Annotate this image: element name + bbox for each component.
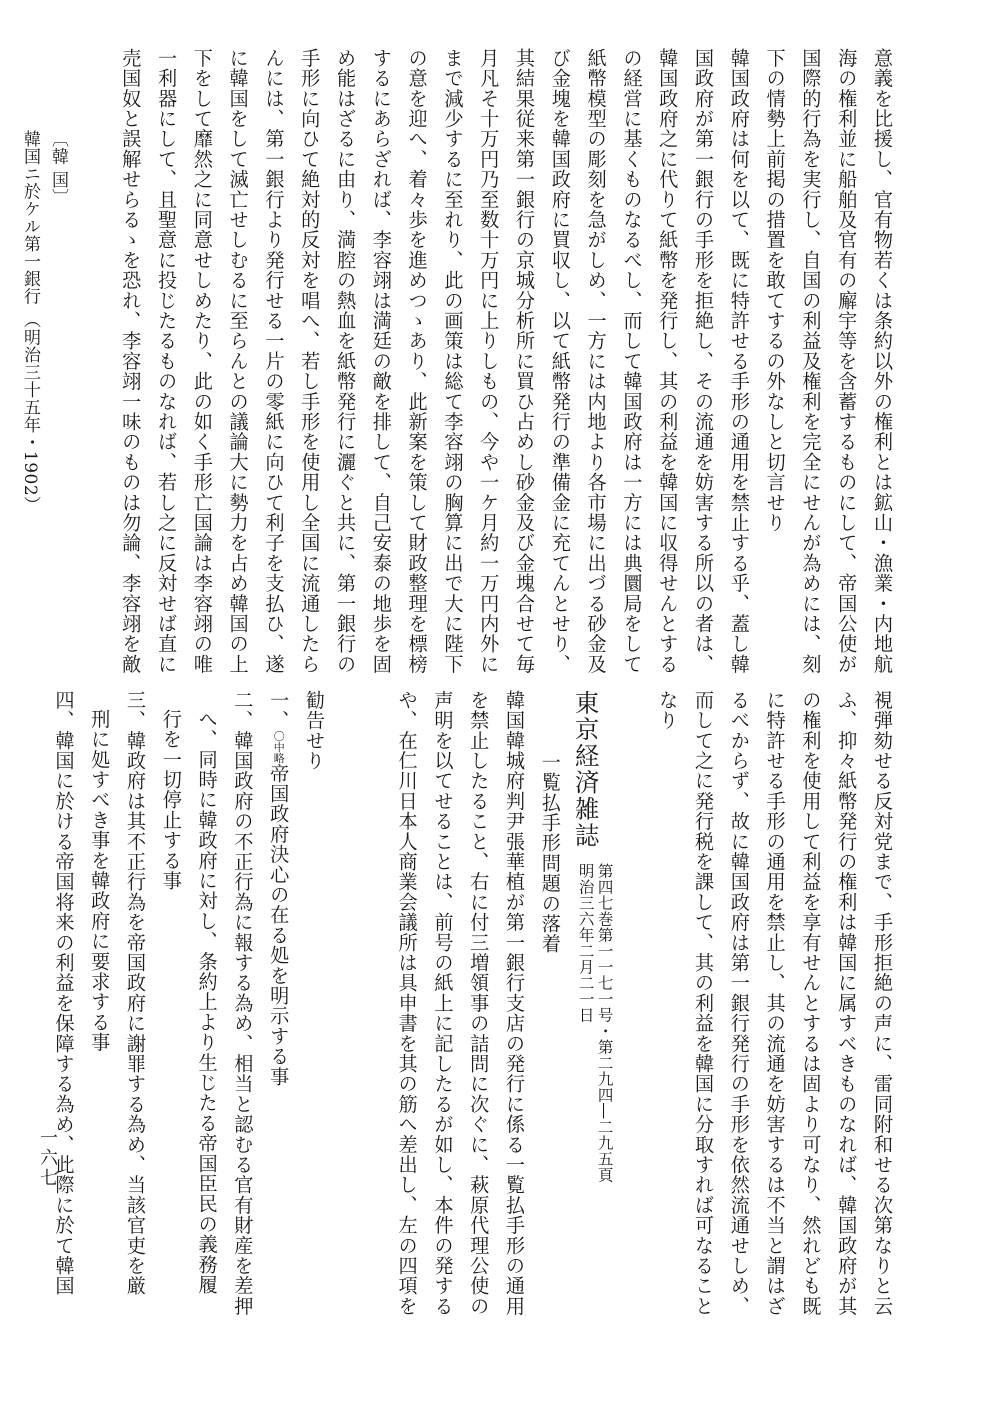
journal-meta <box>576 863 614 1183</box>
text-column: め能はざるに由り、満腔の熱血を紙幣発行に灑ぐと共に、第一銀行の <box>334 48 358 675</box>
header-running-title: 韓国ニ於ケル第一銀行 （明治三十五年・1902） <box>20 130 40 514</box>
text-column: なり <box>656 690 680 731</box>
text-column: んには、第一銀行より発行せる一片の零紙に向ひて利子を支払ひ、遂 <box>262 48 286 675</box>
list-item-continuation: へ、同時に韓政府に対し、条約上より生じたる帝国臣民の義務履 <box>195 709 219 1295</box>
text-column: 海の権利並に船舶及官有の廨宇等を含蓄するものにして、帝国公使が <box>835 48 859 675</box>
item-text: 韓国政府の不正行為に報する為め、相当と認むる官有財産を差押 <box>231 730 255 1317</box>
text-column: び金塊を韓国政府に買収し、以て紙幣発行の準備金に充てんとせり、 <box>548 48 572 675</box>
text-column <box>614 690 650 1308</box>
list-item-continuation: 行を一切停止する事 <box>159 709 183 891</box>
text-column: 意義を比援し、官有物若くは条約以外の権利とは鉱山・漁業・内地航 <box>871 48 894 675</box>
text-column: 一利器にして、且聖意に投じたるものなれば、若し之に反対せば直に <box>155 48 179 675</box>
text-column: 韓国政府之に代りて紙幣を発行し、其の利益を韓国に収得せんとする <box>656 48 680 675</box>
journal-title: 東京経済雑誌 <box>571 690 601 849</box>
journal-date: 明治三六年二月二一日 <box>576 863 595 1023</box>
text-column: 而して之に発行税を課して、其の利益を韓国に分取すれば可なること <box>692 690 716 1317</box>
page-number: 一六七 <box>37 1128 58 1188</box>
list-item <box>117 690 153 1308</box>
running-header <box>12 130 72 660</box>
text-column: を禁止したること、右に付三増領事の詰問に次ぐに、萩原代理公使の <box>467 690 491 1317</box>
text-column: まで減少するに至れり、此の画策は総て李容翊の胸算に出で大に陛下 <box>441 48 465 675</box>
text-column: 下をして靡然之に同意せしめたり、此の如く手形亡国論は李容翊の唯 <box>190 48 214 675</box>
text-column: 手形に向ひて絶対的反対を唱へ、若し手形を使用し全国に流通したら <box>298 48 322 675</box>
article-heading: 一覧払手形問題の落着 <box>538 752 562 954</box>
item-number: 四、 <box>52 690 76 731</box>
journal-title-column <box>568 690 614 1308</box>
text-column: の経営に基くものなるべし、而して韓国政府は一方には典圜局をして <box>620 48 644 675</box>
item-number: 二、 <box>231 690 255 731</box>
journal-volume-info: 第四七巻第一一七一号・第二九四―二九五頁 <box>595 863 614 1183</box>
text-column: の意を迎へ、着々歩を進めつゝあり、此新案を策して財政整理を標榜 <box>405 48 429 675</box>
item-number: 一、 <box>267 690 291 731</box>
text-column: 韓国政府は何を以て、既に特許せる手形の通用を禁止する乎、蓋し韓 <box>727 48 751 675</box>
text-column: 国政府が第一銀行の手形を拒絶し、その流通を妨害する所以の者は、 <box>692 48 716 675</box>
text-column: 下の情勢上前掲の措置を敢てするの外なしと切言せり <box>763 48 787 533</box>
text-column: に韓国をして滅亡せしむるに至らんとの議論大に勢力を占め韓国の上 <box>226 48 250 675</box>
recommendation-list <box>52 690 332 1317</box>
item-text: 韓政府は其不正行為を帝国政府に謝罪する為め、当該官吏を厳 <box>124 730 148 1297</box>
text-column: 国際的行為を実行し、自国の利益及権利を完全にせんが為めには、刻 <box>799 48 823 675</box>
lower-text-block <box>330 690 900 1317</box>
text-column: するにあらざれば、李容翊は満廷の敵を排して、自己安泰の地歩を固 <box>369 48 393 675</box>
list-item <box>46 690 82 1308</box>
item-text: 帝国政府決心の在る処を明示する事 <box>267 763 291 1087</box>
list-item-continuation: 刑に処すべき事を韓政府に要求する事 <box>88 709 112 1053</box>
list-item <box>260 690 296 1308</box>
text-column: 勧告せり <box>303 690 326 771</box>
upper-text-block <box>70 48 900 675</box>
text-column: ふ、抑々紙幣発行の権利は韓国に属すべきものなれば、韓国政府が其 <box>835 690 859 1317</box>
text-column: に特許せる手形の通用を禁止し、其の流通を妨害するは不当と謂はざ <box>763 690 787 1317</box>
text-column: 月凡そ十万円乃至数十万円に上りしもの、今や一ケ月約一万円内外に <box>477 48 501 675</box>
item-text: 韓国に於ける帝国将来の利益を保障する為め、此際に於て韓国 <box>52 730 76 1297</box>
item-omission-note: 〇中略 <box>272 730 286 764</box>
text-column: 声明を以てせることは、前号の紙上に記したるが如し、本件の発する <box>431 690 455 1317</box>
text-column: 其結果従来第一銀行の京城分析所に買ひ占めし砂金及び金塊合せて毎 <box>513 48 537 675</box>
item-number: 三、 <box>124 690 148 731</box>
text-column: 紙幣模型の彫刻を急がしめ、一方には内地より各市場に出づる砂金及 <box>584 48 608 675</box>
text-column: や、在仁川日本人商業会議所は具申書を其の筋へ差出し、左の四項を <box>395 690 419 1317</box>
text-column: 売国奴と誤解せらるゝを恐れ、李容翊一味のものは勿論、李容翊を敵 <box>119 48 143 675</box>
header-section-label: 〔韓 国〕 <box>48 130 68 206</box>
text-column: の権利を使用して利益を享有せんとするは固より可なり、然れども既 <box>799 690 823 1317</box>
text-column: 視弾劾せる反対党まで、手形拒絶の声に、雷同附和せる次第なりと云 <box>871 690 894 1317</box>
text-column: るべからず、故に韓国政府は第一銀行発行の手形を依然流通せしめ、 <box>727 690 751 1317</box>
list-item <box>225 690 261 1317</box>
text-column: 韓国韓城府判尹張華植が第一銀行支店の発行に係る一覧払手形の通用 <box>503 690 527 1317</box>
